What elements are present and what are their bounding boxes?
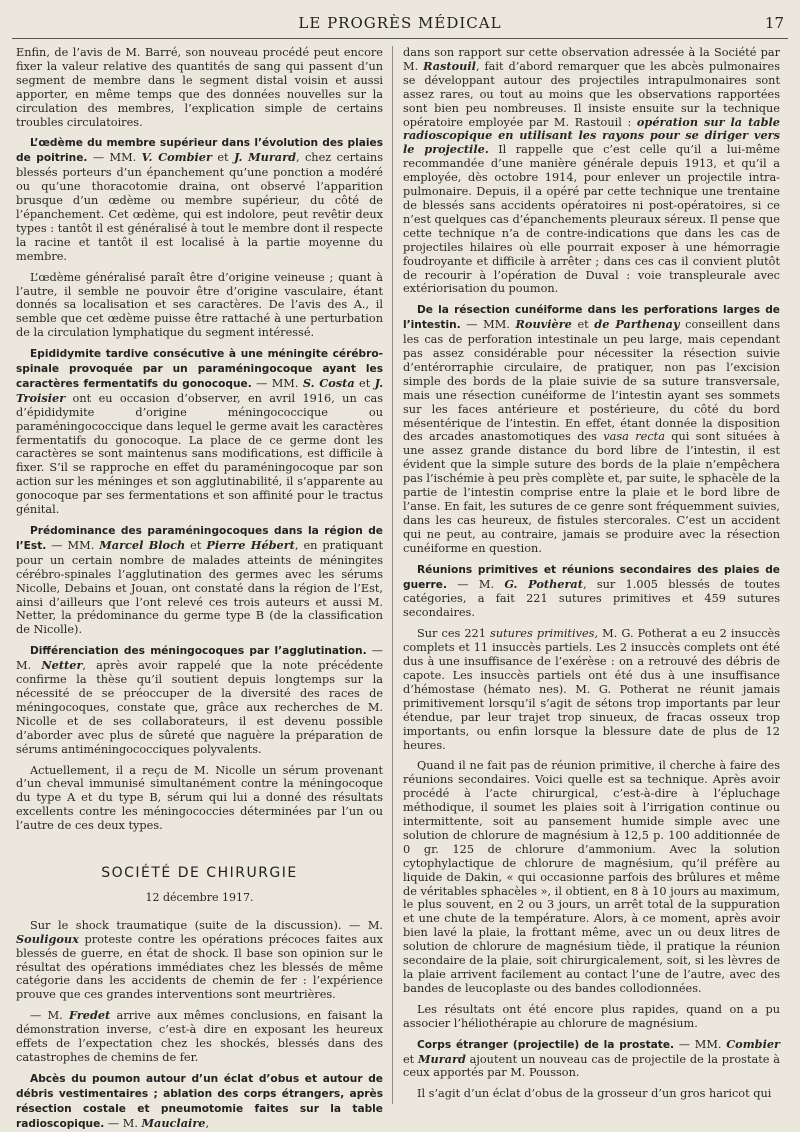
- article-resection: De la résection cunéiforme dans les perforations larges de l’intestin. — MM. Rouvière et de Parthenay conseillent dans les cas de perforation intestinale un peu large, mais cependant pas assez considérable pour nécessiter la résection suivie d’entérorraphie circulaire, de pratiquer, non pas l’excision simple des bords de la plaie suivie de sa suture transversale, mais une résection cunéiforme de l’intestin ayant ses sommets sur les faces antérieure et postérieure, du côté du bord mésentérique de l’intestin. En effet, étant donnée la disposition des arcades anastomotiques des vasa recta qui sont situées à une assez grande distance du bord libre de l’intestin, il est évident que la simple suture des bords de la plaie n’empêchera pas l’ischémie à peu près complète et, par suite, le sphacèle de la partie de l’intestin comprise entre la plaie et le bord libre de l’anse. En fait, les sutures de ce genre sont fréquemment suivies, dans les cas heureux, de fistules stercorales. C’est un accident qui ne peut, au contraire, jamais se produire avec la résection cunéiforme en question.: [403, 304, 781, 555]
- section-title: SOCIÉTÉ DE CHIRURGIE: [101, 865, 298, 882]
- paragraph-sutures-primitives: Sur ces 221 sutures primitives, M. G. Potherat a eu 2 insuccès complets et 11 insuccès partiels. Les 2 insuccès complets ont été dus à une insuffisance de l’exérèse : on a retrouvé des débris de capote. Les insuccès partiels ont été dus à une insuffisance d’hémostase (hémato nes). M. G. Potherat ne réunit jamais primitivement lorsqu’il s’agit de sétons trop importants par leur étendue, par leur trajet trop sinueux, de fracas osseux trop importants, ou enfin lorsque la blessure date de plus de 12 heures.: [403, 627, 781, 752]
- author-name: Murard: [418, 1051, 466, 1066]
- article-epididymite: Epididymite tardive consécutive à une méningite cérébro-spinale provoquée par un paraméningocoque ayant les caractères fermentatifs du gonocoque. — MM. S. Costa et J. Troisier ont eu occasion d’observer, en avril 1916, un cas d’épididymite d’origine méningococcique ou paraméningococcique dans lequel le germe avait les caractères fermentatifs du gonocoque. La place de ce germe dont les caractères se sont maintenus sans modifications, est difficile à fixer. S’il se rapproche en effet du paraméningocoque par son action sur les méninges et son agglutinabilité, il s’apparente au gonocoque par ses fermentations et son affinité pour le tractus génital.: [16, 348, 384, 517]
- article-differenciation: Différenciation des méningocoques par l’agglutination. — M. Netter, après avoir rappelé que la note précédente confirme la thèse qu’il soutient depuis longtemps sur la nécessité de se préoccuper de la diversité des races de méningocoques, constate que, grâce aux recherches de M. Nicolle et de ses collaborateurs, il est devenu possible d’aborder avec plus de sûreté que naguère la préparation de sérums antiméningococciques polyvalents.: [16, 644, 383, 756]
- article-oedeme: L’œdème du membre supérieur dans l’évolution des plaies de poitrine. — MM. V. Combier et J. Murard, chez certains blessés porteurs d’un épanchement qu’une ponction a modéré ou qu’une thoracotomie draina, ont observé l’apparition brusque d’un œdème ou membre supérieur, du côté de l’épanchement. Cet œdème, qui est indolore, peut revêtir deux types : tantôt il est généralisé à tout le membre dont il respecte la racine et tantôt il est localisé à la partie moyenne du membre.: [16, 137, 383, 263]
- paragraph-technique: Quand il ne fait pas de réunion primitive, il cherche à faire des réunions secondaires. Voici quelle est sa technique. Après avoir procédé à l’acte chirurgical, c’est-à-dire à l’épluchage méthodique, il soumet les plaies soit à l’irrigation continue ou intermittente, soit au pansement humide simple avec une solution de chlorure de magnésium à 12,5 p. 100 additionnée de 0 gr. 125 de chlorure d’ammonium. Avec la solution cytophylactique de chlorure de magnésium, qu’il préfère au liquide de Dakin, « qui occasionne parfois des brûlures et même de véritables sphacèles », il obtient, en 8 à 10 jours au maximum, le plus souvent, en 2 ou 3 jours, un arrêt total de la suppuration et une chute de la température. Alors, à ce moment, après avoir bien lavé la plaie, la frottant même, avec un ou deux litres de solution de chlorure de magnésium tiède, il pratique la réunion secondaire de la plaie, soit chirurgicalement, soit, si les lèvres de la plaie arrivent facilement au contact l’une de l’autre, avec des bandes de leucoplaste ou des bandes collodionnées.: [403, 759, 780, 995]
- author-name: V. Combier: [141, 150, 212, 165]
- article-prostate: Corps étranger (projectile) de la prostate. — MM. Combier et Murard ajoutent un nouveau cas de projectile de la prostate à ceux apportés par M. Pousson.: [403, 1036, 780, 1080]
- article-reunions: Réunions primitives et réunions secondaires des plaies de guerre. — M. G. Potherat, sur 1.005 blessés de toutes catégories, a fait 221 sutures primitives et 459 sutures secondaires.: [403, 563, 780, 620]
- italic-phrase: opération sur la table radioscopique en utilisant les rayons pour se diriger vers le projectile.: [403, 114, 780, 157]
- paragraph-barre: Enfin, de l’avis de M. Barré, son nouveau procédé peut encore fixer la valeur relative des quantités de sang qui passent d’un segment de membre dans le segment distal voisin et aussi apporter, en même temps que des données nouvelles sur la circulation des membres, l’explication simple de certains troubles circulatoires.: [16, 46, 383, 129]
- author-name: Fredet: [69, 1008, 111, 1023]
- right-column: [403, 46, 780, 1106]
- paragraph-oedeme-generalise: L’œdème généralisé paraît être d’origine veineuse ; quant à l’autre, il semble ne pouvoir être d’origine vasculaire, étant donnés sa localisation et ses caractères. De l’avis des A., il semble que cet œdème puisse être rattaché à une perturbation de la circulation lymphatique du segment intéressé.: [16, 270, 383, 340]
- article-heading: L’œdème du membre supérieur dans l’évolution des plaies de poitrine.: [16, 137, 383, 165]
- page-header: [12, 8, 788, 39]
- article-heading: Réunions primitives et réunions secondaires des plaies de guerre.: [403, 563, 780, 591]
- running-title: LE PROGRÈS MÉDICAL: [298, 14, 502, 32]
- paragraph-fredet: — M. Fredet arrive aux mêmes conclusions, en faisant la démonstration inverse, c’est-à dire en exposant les heureux effets de l’expectation chez les shockés, blessés dans des catastrophes de chemins de fer.: [16, 1008, 384, 1064]
- article-predominance: Prédominance des paraméningocoques dans la région de l’Est. — MM. Marcel Bloch et Pierre Hébert, en pratiquant pour un certain nombre de malades atteints de méningites cérébro-spinales l’agglutination des germes avec les sérums Nicolle, Debains et Jouan, ont constaté dans la région de l’Est, ainsi d’ailleurs que l’ont relevé ces trois auteurs et aussi M. Netter, la prédominance du germe type B (de la classification de Nicolle).: [16, 525, 383, 637]
- article-heading: Différenciation des méningocoques par l’agglutination.: [30, 645, 367, 658]
- paragraph-serum: Actuellement, il a reçu de M. Nicolle un sérum provenant d’un cheval immunisé simultanément contre la méningocoque du type A et du type B, sérum qui lui a donné des résultats excellents contre les méningococcies déterminées par l’un ou l’autre de ces deux types.: [16, 763, 383, 833]
- author-name: Rouvière: [515, 317, 572, 332]
- author-name: Pierre Hébert: [206, 537, 295, 552]
- paragraph-heliotherapie: Les résultats ont été encore plus rapides, quand on a pu associer l’héliothérapie au chlorure de magnésium.: [403, 1002, 780, 1030]
- author-name: G. Potherat: [504, 576, 583, 591]
- author-name: de Parthenay: [594, 317, 680, 332]
- column-divider: [392, 46, 393, 1104]
- author-name: J. Troisier: [16, 375, 384, 405]
- author-name: Marcel Bloch: [99, 537, 186, 552]
- author-name: Netter: [41, 658, 83, 673]
- author-name: S. Costa: [302, 375, 355, 390]
- author-name: Souligoux: [16, 931, 79, 946]
- italic-term: sutures primitives: [490, 627, 595, 641]
- left-column: [16, 46, 384, 1130]
- section-date: 12 décembre 1917.: [145, 890, 254, 904]
- author-name: Mauclaire: [141, 1115, 206, 1130]
- article-heading: De la résection cunéiforme dans les perforations larges de l’intestin.: [403, 304, 780, 332]
- author-name: J. Murard: [233, 150, 296, 165]
- italic-term: vasa recta: [603, 430, 665, 444]
- author-name: Combier: [726, 1036, 780, 1051]
- page-number: 17: [764, 14, 784, 32]
- article-shock: Sur le shock traumatique (suite de la discussion). — M. Souligoux proteste contre les opérations précoces faites aux blessés de guerre, en état de shock. Il base son opinion sur le résultat des opérations immédiates chez les blessés de même catégorie dans les accidents de chemin de fer : l’expérience prouve que ces grandes interventions sont meurtrières.: [16, 918, 383, 1002]
- article-heading: Corps étranger (projectile) de la prostate.: [417, 1038, 675, 1051]
- paragraph-eclat: Il s’agit d’un éclat d’obus de la grosseur d’un gros haricot qui: [417, 1087, 772, 1101]
- article-abces: Abcès du poumon autour d’un éclat d’obus et autour de débris vestimentaires ; ablation des corps étrangers, après résection costale et pneumotomie faites sur la table radioscopique. — M. Mauclaire,: [16, 1072, 383, 1130]
- author-name: Rastouil: [423, 58, 476, 73]
- article-heading: Prédominance des paraméningocoques dans la région de l’Est.: [16, 525, 383, 552]
- article-heading: Epididymite tardive consécutive à une méningite cérébro-spinale provoquée par un paraméningocoque ayant les caractères fermentatifs du gonocoque.: [16, 348, 383, 390]
- paragraph-rastouil: dans son rapport sur cette observation adressée à la Société par M. Rastouil, fait d’abord remarquer que les abcès pulmonaires se développant autour des projectiles intrapulmonaires sont assez rares, ou tout au moins que les observations rapportées sont bien peu nombreuses. Il insiste ensuite sur la technique opératoire employée par M. Rastouil : opération sur la table radioscopique en utilisant les rayons pour se diriger vers le projectile. Il rappelle que c’est celle qu’il a lui-même recommandée d’une manière générale depuis 1913, et qu’il a employée, dès octobre 1914, pour enlever un projectile intra-pulmonaire. Depuis, il a opéré par cette technique une trentaine de blessés sans accidents opératoires ni post-opératoires, si ce n’est quelques cas d’épanchements pleuraux séreux. Il pense que cette technique n’a de contre-indications que dans les cas de projectiles hilaires où elle pourrait exposer à une hémorragie foudroyante et difficile à arrêter ; dans ces cas il convient plutôt de recourir à l’opération de Duval : voie transpleurale avec extériorisation du poumon.: [403, 46, 780, 296]
- article-heading: Abcès du poumon autour d’un éclat d’obus et autour de débris vestimentaires ; ablation des corps étrangers, après résection costale et pneumotomie faites sur la table radioscopique.: [16, 1072, 383, 1130]
